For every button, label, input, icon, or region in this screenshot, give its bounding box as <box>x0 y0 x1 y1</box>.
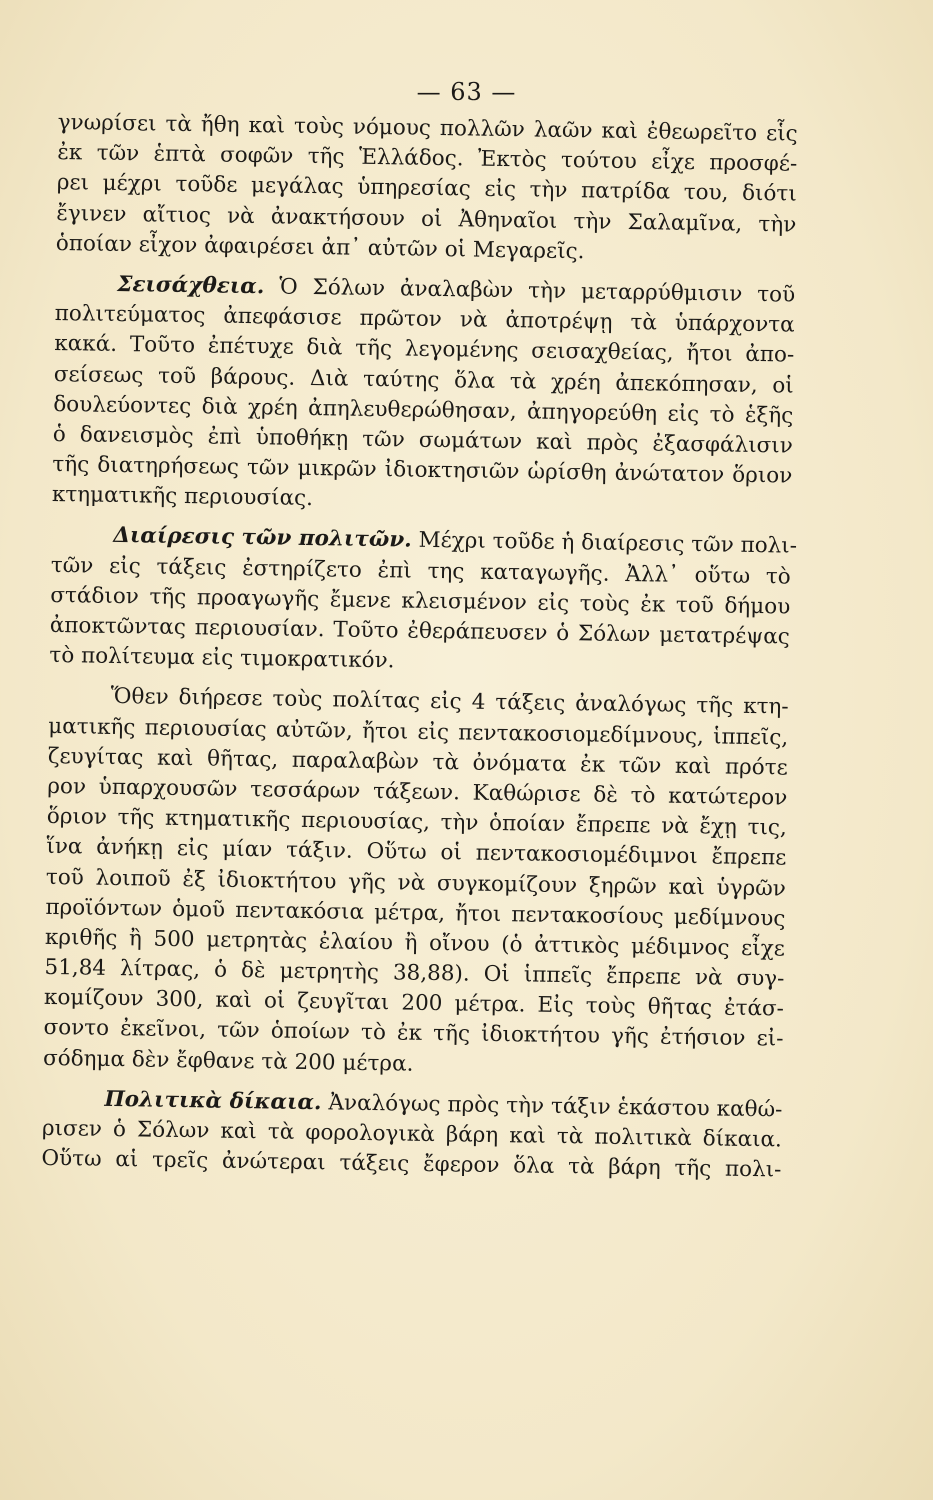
text-line: ἀποκτῶντας περιουσίαν. Τοῦτο ἐθεράπευσεν ὁ Σόλων μετατρέψας <box>49 612 790 650</box>
section-heading-division: Διαίρεσις τῶν πολιτῶν. <box>113 523 412 554</box>
text-line-content: Μέχρι τοῦδε ἡ διαίρεσις τῶν πολι- <box>418 528 798 560</box>
text-line: κτηματικῆς περιουσίας. <box>51 482 314 512</box>
text-line: ρισεν ὁ Σόλων καὶ τὰ φορολογικὰ βάρη καὶ τὰ πολιτικὰ δίκαια. <box>41 1115 783 1153</box>
text-line-content: Ὁ Σόλων ἀναλαβὼν τὴν μεταρρύθμισιν τοῦ <box>279 274 796 308</box>
text-line: δουλεύοντες διὰ χρέη ἀπηλευθερώθησαν, ἀπηγορεύθη εἰς τὸ ἑξῆς <box>53 391 794 429</box>
page-number: — 63 — <box>416 78 517 106</box>
section-heading-seisachtheia: Σεισάχθεια. <box>117 271 265 300</box>
text-line: στάδιον τῆς προαγωγῆς ἔμενε κλεισμένον εἰς τοὺς ἐκ τοῦ δήμου <box>50 582 791 620</box>
paragraph-solon-intro <box>56 108 798 271</box>
paragraph-political-rights <box>41 1084 782 1186</box>
text-line: ρει μέχρι τοῦδε μεγάλας ὑπηρεσίας εἰς τὴν πατρίδα του, διότι <box>56 170 797 207</box>
text-line: ρον ὑπαρχουσῶν τεσσάρων τάξεων. Καθώρισε δὲ τὸ κατώτερον <box>47 773 788 811</box>
text-line: ἔγινεν αἴτιος νὰ ἀνακτήσουν οἱ Ἀθηναῖοι τὴν Σαλαμῖνα, τὴν <box>56 200 797 238</box>
text-line: ἵνα ἀνήκῃ εἰς μίαν τάξιν. Οὕτω οἱ πεντακοσιομέδιμνοι ἔπρεπε <box>46 834 787 871</box>
paragraph-four-classes <box>43 681 789 1085</box>
text-line: σοντο ἐκεῖνοι, τῶν ὁποίων τὸ ἐκ τῆς ἰδιοκτήτου γῆς ἐτήσιον εἰ- <box>43 1015 784 1052</box>
text-line: σείσεως τοῦ βάρους. Διὰ ταύτης ὅλα τὰ χρέη ἀπεκόπησαν, οἱ <box>53 361 794 399</box>
text-line-content: Ἀναλόγως πρὸς τὴν τάξιν ἑκάστου καθώ- <box>328 1090 783 1123</box>
text-line: τῆς διατηρήσεως τῶν μικρῶν ἰδιοκτησιῶν ὡρίσθη ἀνώτατον ὅριον <box>52 452 793 489</box>
text-line: γνωρίσει τὰ ἤθη καὶ τοὺς νόμους πολλῶν λαῶν καὶ ἐθεωρεῖτο εἷς <box>57 109 798 147</box>
text-line: τοῦ λοιποῦ ἐξ ἰδιοκτήτου γῆς νὰ συγκομίζουν ξηρῶν καὶ ὑγρῶν <box>45 864 787 902</box>
body-text <box>41 108 798 1196</box>
text-line: ζευγίτας καὶ θῆτας, παραλαβὼν τὰ ὀνόματα ἐκ τῶν καὶ πρότε <box>47 743 788 781</box>
paragraph-seisachtheia <box>52 269 796 522</box>
text-line: ὁ δανεισμὸς ἐπὶ ὑποθήκῃ τῶν σωμάτων καὶ πρὸς ἐξασφάλισιν <box>52 421 793 459</box>
text-line: ὅριον τῆς κτηματικῆς περιουσίας, τὴν ὁποίαν ἔπρεπε νὰ ἔχῃ τις, <box>46 804 787 841</box>
text-line: κομίζουν 300, καὶ οἱ ζευγῖται 200 μέτρα. Εἰς τοὺς θῆτας ἐτάσ- <box>43 985 785 1022</box>
text-line: τὸ πολίτευμα εἰς τιμοκρατικόν. <box>49 643 395 674</box>
text-line: 51,84 λίτρας, ὁ δὲ μετρητὴς 38,88). Οἱ ἱππεῖς ἔπρεπε νὰ συγ- <box>44 954 785 992</box>
text-line: κριθῆς ἢ 500 μετρητὰς ἐλαίου ἢ οἴνου (ὁ ἀττικὸς μέδιμνος εἶχε <box>44 924 786 962</box>
text-line: Οὕτω αἱ τρεῖς ἀνώτεραι τάξεις ἔφερον ὅλα τὰ βάρη τῆς πολι- <box>41 1146 782 1183</box>
text-line: κακά. Τοῦτο ἐπέτυχε διὰ τῆς λεγομένης σεισαχθείας, ἤτοι ἀπο- <box>54 331 795 368</box>
paragraph-division-of-citizens <box>49 520 798 683</box>
text-line: πολιτεύματος ἀπεφάσισε πρῶτον νὰ ἀποτρέψῃ τὰ ὑπάρχοντα <box>54 301 795 338</box>
section-heading-political-rights: Πολιτικὰ δίκαια. <box>104 1086 322 1116</box>
text-line: Ὅθεν διήρεσε τοὺς πολίτας εἰς 4 τάξεις ἀναλόγως τῆς κτη- <box>110 684 789 720</box>
text-line: ὁποίαν εἶχον ἀφαιρέσει ἀπ᾿ αὐτῶν οἱ Μεγαρεῖς. <box>55 230 585 265</box>
text-line: ἐκ τῶν ἑπτὰ σοφῶν τῆς Ἑλλάδος. Ἐκτὸς τούτου εἶχε προσφέ- <box>57 140 798 177</box>
text-line: τῶν εἰς τάξεις ἐστηρίζετο ἐπὶ της καταγωγῆς. Ἀλλ᾿ οὕτω τὸ <box>50 552 791 590</box>
text-line: προϊόντων ὁμοῦ πεντακόσια μέτρα, ἤτοι πεντακοσίους μεδίμνους <box>45 894 786 932</box>
text-line: σόδημα δὲν ἔφθανε τὰ 200 μέτρα. <box>42 1045 414 1077</box>
text-line: ματικῆς περιουσίας αὐτῶν, ἤτοι εἰς πεντακοσιομεδίμνους, ἱππεῖς, <box>48 713 789 751</box>
